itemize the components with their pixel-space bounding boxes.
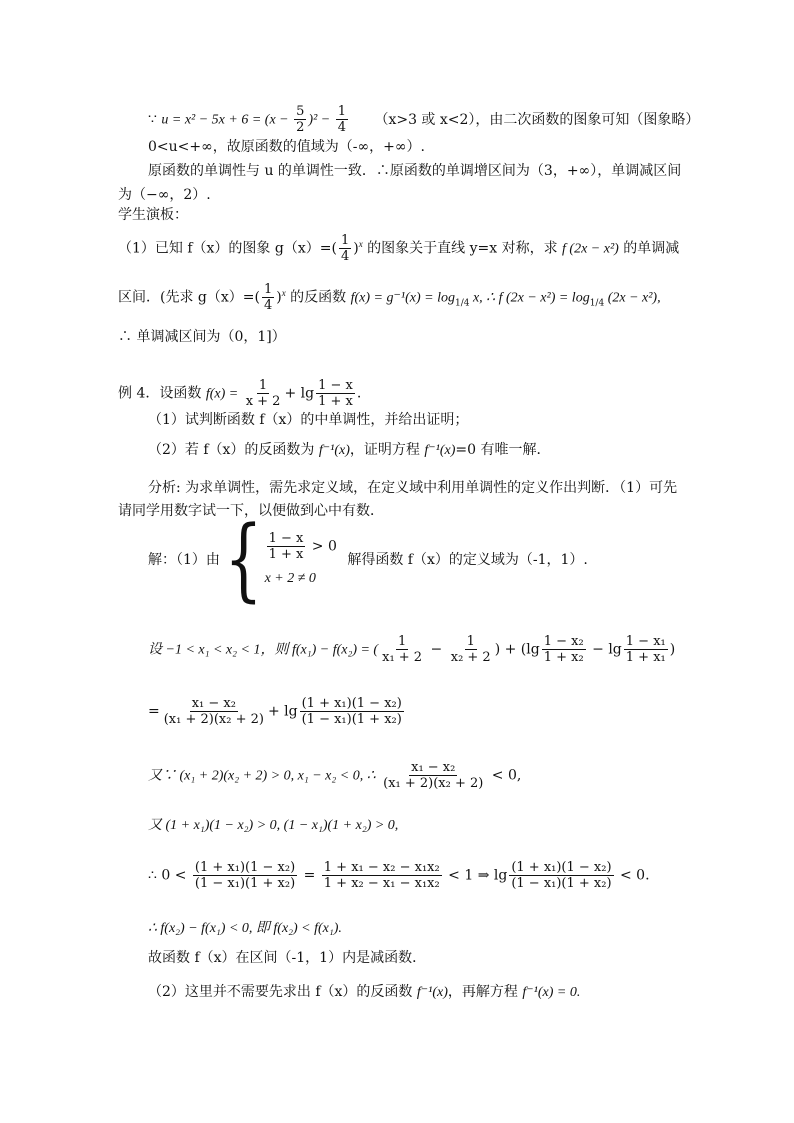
also-line-2: 又 (1 + x₁)(1 − x₂) > 0, (1 − x₁)(1 + x₂) > 0, <box>148 818 399 833</box>
math-expr: f (2x − x²) <box>562 241 619 257</box>
fraction: $\frac{1}{4}$ <box>337 104 346 135</box>
fraction: $\frac{1}{4}$ <box>263 282 273 313</box>
line-5: 学生演板： <box>118 207 188 223</box>
example-4-title: 例 4．设函数 f(x) = $\frac{1}{x + 2}$ + lg $\frac{1 - x}{1 + x}$ . <box>118 378 362 409</box>
line-7: 区间．(先求 g（x）=( $\frac{1}{4}$ )$^x$ 的反函数 $f(x) = g^{-1}(x) = \log_{1/4} x$, ∴ f $(2x - x^2) = \log_{1/4} (2x - x^2)$, <box>118 282 661 313</box>
therefore-line-2: ∴ f(x₂) − f(x₁) < 0, 即 f(x₂) < f(x₁). <box>148 921 342 936</box>
because-symbol: ∵ <box>148 111 157 128</box>
fraction: $\frac{1 - x}{1 + x}$ <box>318 378 353 409</box>
question-2: （2）若 f（x）的反函数为 f⁻¹(x)，证明方程 f⁻¹(x)=0 有唯一解． <box>148 442 551 458</box>
line-6: （1）已知 f（x）的图象 g（x）=( $\frac{1}{4}$ )$^x$ 的图象关于直线 y=x 对称，求 f (2x − x²) 的单调减 <box>118 233 680 264</box>
fraction: $\frac{1}{x + 2}$ <box>245 378 281 409</box>
line-4: 为（−∞，2）. <box>118 187 211 203</box>
brace: { <box>224 507 263 613</box>
equation-line: = $\frac{\text{x₁ − x₂}}{\text{(x₁ + 2)(x₂ + 2)}}$ + lg $\frac{\text{(1 + x₁)(1 − x₂)}}{\text{(1 − x₁)(1 + x₂)}}$ <box>148 696 402 727</box>
also-line-1: 又∵ (x₁ + 2)(x₂ + 2) > 0, x₁ − x₂ < 0, ∴ $\frac{\text{x₁ − x₂}}{\text{(x₁ + 2)(x₂ + 2)}}$ < 0, <box>148 760 522 791</box>
line-3: 原函数的单调性与 u 的单调性一致．∴原函数的单调增区间为（3，+∞），单调减区间 <box>148 163 682 179</box>
line-1: ∵ u = x² − 5x + 6 = (x − $\frac{5}{2}$ )² − $\frac{1}{4}$ （x>3 或 x<2），由二次函数的图象可知（图象略） <box>148 104 700 135</box>
line-2: 0<u<+∞，故原函数的值域为（-∞，+∞）. <box>148 139 426 155</box>
line-8: ∴ 单调减区间为（0，1]） <box>118 329 286 345</box>
question-1: （1）试判断函数 f（x）的中单调性，并给出证明； <box>148 412 469 428</box>
math-expr: u = x² − 5x + 6 = (x − <box>161 112 293 128</box>
analysis-line-1: 分析: 为求单调性，需先求定义域，在定义域中利用单调性的定义作出判断．（1）可先 <box>148 480 678 496</box>
conclusion-line: 故函数 f（x）在区间（-1，1）内是减函数． <box>148 950 427 966</box>
fraction: $\frac{5}{2}$ <box>296 104 305 135</box>
therefore-line: ∴ 0 < $\frac{\text{(1 + x₁)(1 − x₂)}}{\text{(1 − x₁)(1 + x₂)}}$ = $\frac{\text{1 + x₁ − x₂ − x₁x₂}}{\text{1 + x₂ − x₁ − x₁x₂}}$ < 1 ⇒ lg $\frac{\text{(1 + x₁)(1 − x₂)}}{\text{(1 − x₁)(1 + x₂)}}$ < 0. <box>148 860 650 891</box>
solution-system: 解：（1）由 { $\frac{1 - x}{1 + x}$ > 0 x + 2 ≠ 0 解得函数 f（x）的定义域为（-1，1）. <box>148 507 588 613</box>
fraction: $\frac{1}{4}$ <box>340 233 350 264</box>
equation-system: { $\frac{1 - x}{1 + x}$ > 0 x + 2 ≠ 0 <box>224 507 337 613</box>
setup-line: 设 −1 < x₁ < x₂ < 1，则 f(x₁) − f(x₂) = ( $\frac{1}{\text{x₁ + 2}}$ − $\frac{1}{\text{x₂ + 2}}$ ) + (lg $\frac{\text{1 − x₂}}{\text{1 + x₂}}$ − lg $\frac{\text{1 − x₁}}{\text{1 + x₁}}$ ) <box>148 634 676 665</box>
text: （x>3 或 x<2），由二次函数的图象可知（图象略） <box>374 111 700 128</box>
part-2-line: （2）这里并不需要先求出 f（x）的反函数 f⁻¹(x)，再解方程 f⁻¹(x) = 0. <box>148 984 581 1000</box>
analysis-line-2: 请同学用数字试一下，以便做到心中有数． <box>118 503 384 519</box>
